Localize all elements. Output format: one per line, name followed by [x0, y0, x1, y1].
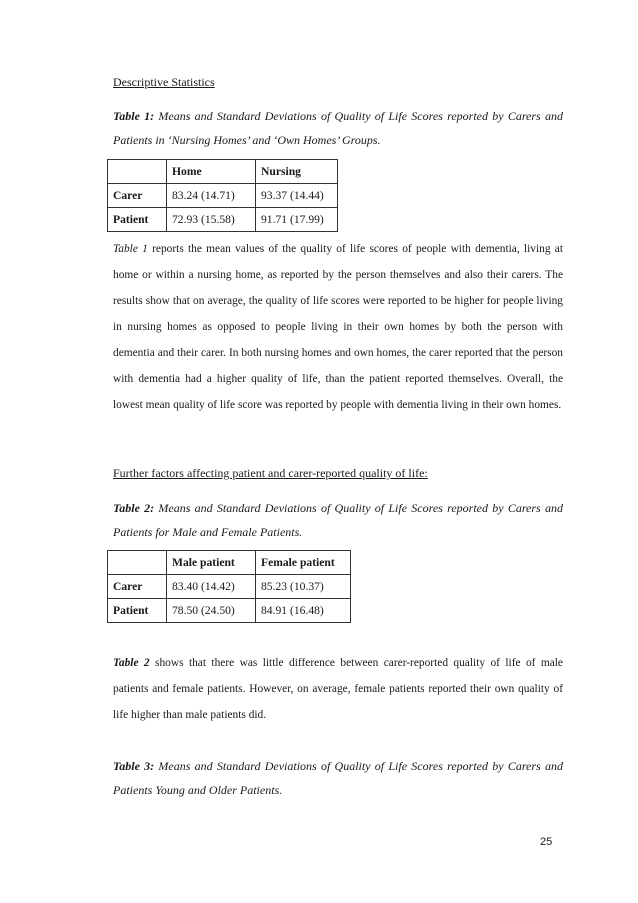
- table2-discussion-paragraph: [113, 650, 563, 728]
- table1-col-header: Nursing: [256, 160, 338, 184]
- table-cell: 78.50 (24.50): [167, 599, 256, 623]
- table2-corner-cell: [108, 551, 167, 575]
- table-cell: 83.24 (14.71): [167, 184, 256, 208]
- table2-col-header: Female patient: [256, 551, 351, 575]
- para1-text: reports the mean values of the quality of life scores of people with dementia, living at home or within a nursing home, as reported by the person themselves and also their carers. The results show that on average, the quality of life scores were reported to be higher for people living in nursing homes as opposed to people living in their own homes by both the person with dementia and their carer. In both nursing homes and own homes, the carer reported that the person with dementia had a higher quality of life, than the patient reported themselves. Overall, the lowest mean quality of life score was reported by people with dementia living in their own homes.: [113, 243, 563, 411]
- table-cell: 91.71 (17.99): [256, 208, 338, 232]
- table1-discussion-paragraph: [113, 236, 563, 418]
- table1-col-header: Home: [167, 160, 256, 184]
- table1-caption-label: Table 1:: [113, 109, 155, 123]
- table1-caption-text: Means and Standard Deviations of Quality of Life Scores reported by Carers and Patients in ‘Nursing Homes’ and ‘Own Homes’ Groups.: [113, 109, 563, 147]
- table1-corner-cell: [108, 160, 167, 184]
- table-cell: 72.93 (15.58): [167, 208, 256, 232]
- table-cell: 84.91 (16.48): [256, 599, 351, 623]
- table2-row-header: Carer: [108, 575, 167, 599]
- para1-lead: Table 1: [113, 243, 148, 255]
- table-cell: 83.40 (14.42): [167, 575, 256, 599]
- table-row: [108, 575, 351, 599]
- table-cell: 93.37 (14.44): [256, 184, 338, 208]
- table3-caption-text: Means and Standard Deviations of Quality of Life Scores reported by Carers and Patients Young and Older Patients.: [113, 759, 563, 797]
- table3-caption: [113, 754, 563, 802]
- table1-row-header: Patient: [108, 208, 167, 232]
- table-row: [108, 184, 338, 208]
- para2-lead: Table 2: [113, 657, 150, 669]
- table-row: [108, 599, 351, 623]
- para2-text: shows that there was little difference between carer-reported quality of life of male patients and female patients. However, on average, female patients reported their own quality of life higher than male patients did.: [113, 657, 563, 721]
- section2-title: Further factors affecting patient and carer-reported quality of life:: [113, 466, 428, 480]
- table-row: [108, 208, 338, 232]
- table2-caption: [113, 496, 563, 544]
- table2-col-header: Male patient: [167, 551, 256, 575]
- table3-caption-label: Table 3:: [113, 759, 155, 773]
- table2-row-header: Patient: [108, 599, 167, 623]
- table1-row-header: Carer: [108, 184, 167, 208]
- table1-header-row: [108, 160, 338, 184]
- section-title: Descriptive Statistics: [113, 75, 215, 89]
- table2: [107, 550, 351, 623]
- table-cell: 85.23 (10.37): [256, 575, 351, 599]
- page-number: 25: [540, 836, 553, 848]
- table2-header-row: [108, 551, 351, 575]
- table1: [107, 159, 338, 232]
- table2-caption-text: Means and Standard Deviations of Quality of Life Scores reported by Carers and Patients for Male and Female Patients.: [113, 501, 563, 539]
- table2-caption-label: Table 2:: [113, 501, 155, 515]
- table1-caption: [113, 104, 563, 152]
